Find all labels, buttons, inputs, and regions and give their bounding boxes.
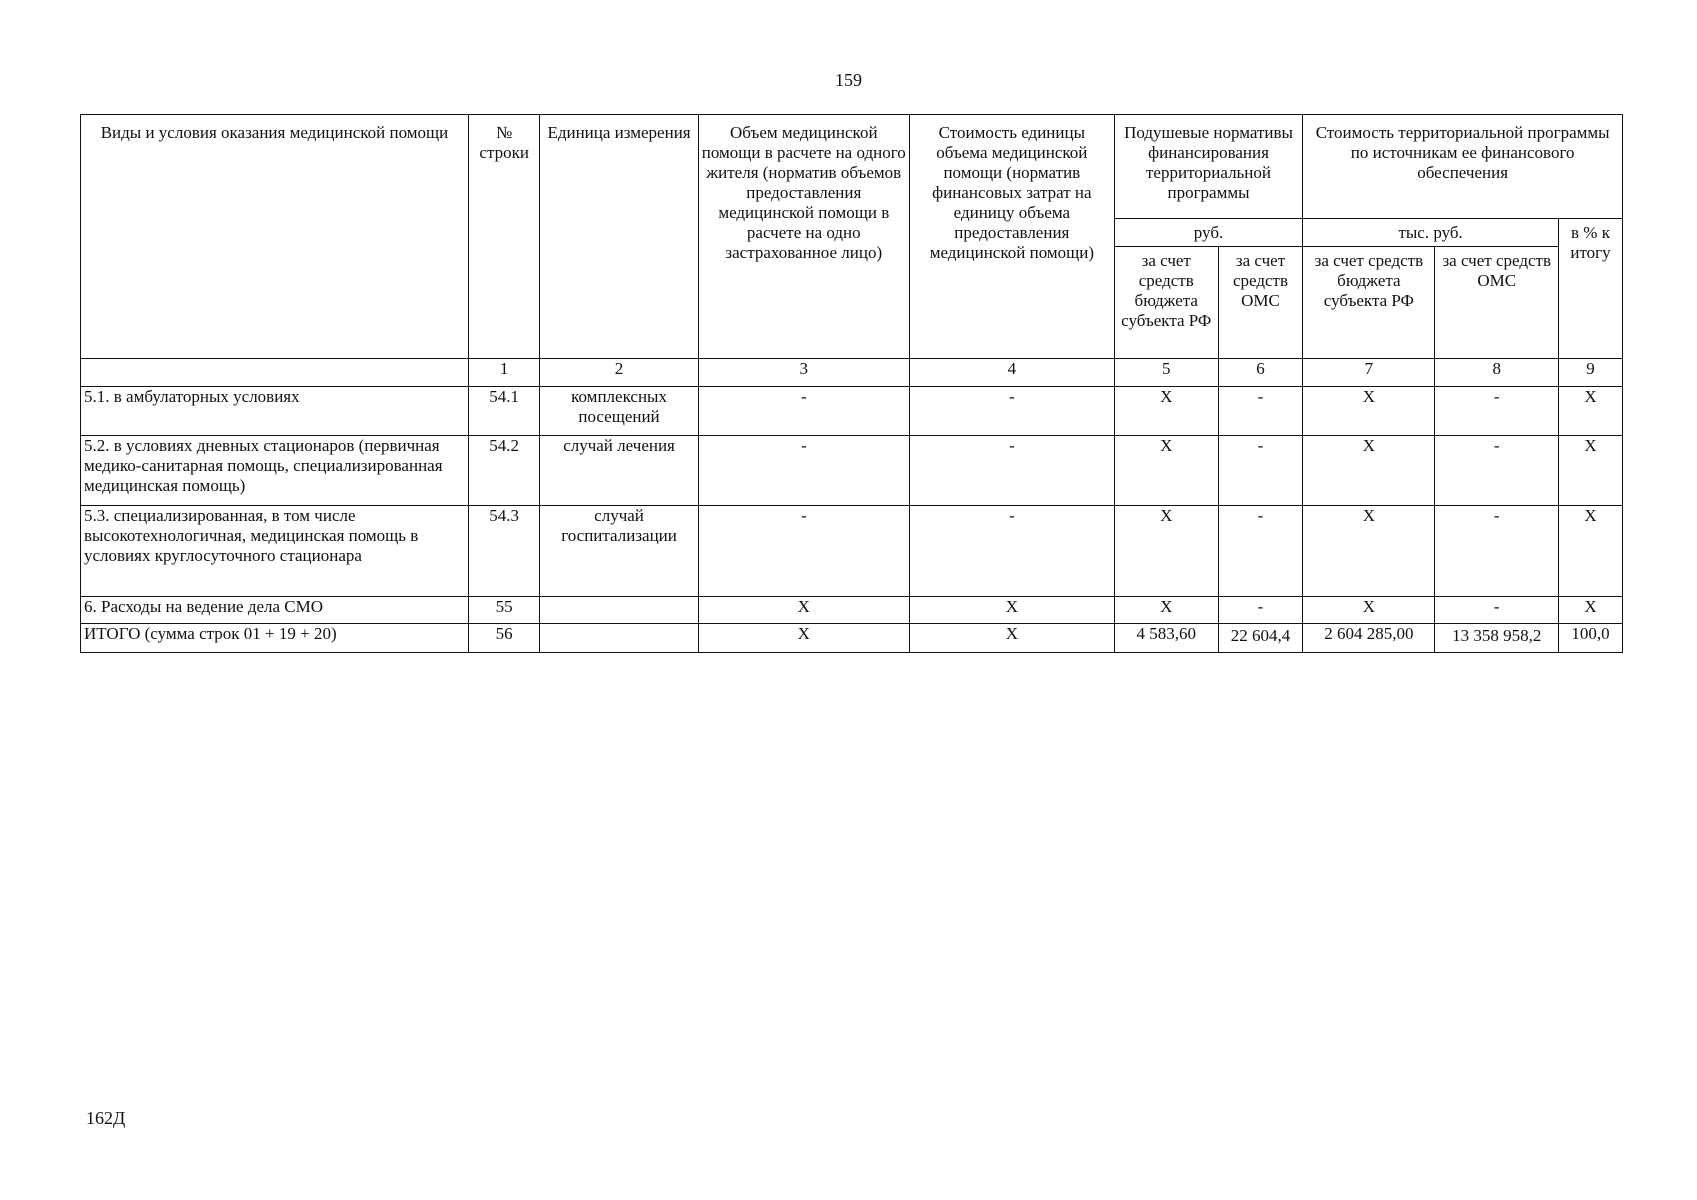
row-cost: - (909, 387, 1114, 436)
table-row (81, 436, 1623, 506)
table-row-total (81, 624, 1623, 653)
column-number: 6 (1218, 359, 1303, 387)
row-volume: X (698, 597, 909, 624)
row-volume: - (698, 506, 909, 597)
header-oms: за счет средств ОМС (1218, 247, 1303, 359)
row-percapita-budget: 4 583,60 (1114, 624, 1218, 653)
row-percapita-budget: X (1114, 436, 1218, 506)
column-number: 2 (540, 359, 698, 387)
row-name: 5.1. в амбулаторных условиях (81, 387, 469, 436)
row-program-oms: 13 358 958,2 (1435, 624, 1559, 653)
column-number: 4 (909, 359, 1114, 387)
row-name: 5.3. специализированная, в том числе высокотехнологичная, медицинская помощь в условиях круглосуточного стационара (81, 506, 469, 597)
row-program-budget: X (1303, 597, 1435, 624)
table-row (81, 387, 1623, 436)
row-program-budget: X (1303, 506, 1435, 597)
column-number-empty (81, 359, 469, 387)
column-number: 8 (1435, 359, 1559, 387)
row-name: 6. Расходы на ведение дела СМО (81, 597, 469, 624)
row-unit: случай госпитализации (540, 506, 698, 597)
row-unit: случай лечения (540, 436, 698, 506)
document-code: 162Д (86, 1108, 126, 1128)
row-number: 54.1 (468, 387, 540, 436)
header-budget-subject: за счет средств бюджета субъекта РФ (1114, 247, 1218, 359)
header-cost: Стоимость единицы объема медицинской помощи (норматив финансовых затрат на единицу объема предоставления медицинской помощи) (909, 115, 1114, 359)
column-number: 9 (1559, 359, 1623, 387)
row-percapita-budget: X (1114, 506, 1218, 597)
row-program-budget: 2 604 285,00 (1303, 624, 1435, 653)
column-number: 3 (698, 359, 909, 387)
row-volume: - (698, 387, 909, 436)
row-percapita-budget: X (1114, 387, 1218, 436)
row-number: 55 (468, 597, 540, 624)
column-number: 5 (1114, 359, 1218, 387)
column-numbers-row (81, 359, 1623, 387)
row-number: 54.3 (468, 506, 540, 597)
row-number: 56 (468, 624, 540, 653)
row-program-oms: - (1435, 506, 1559, 597)
header-unit-thousand-rub: тыс. руб. (1303, 219, 1559, 247)
row-percapita-budget: X (1114, 597, 1218, 624)
row-percent: X (1559, 436, 1623, 506)
row-program-budget: X (1303, 387, 1435, 436)
row-name: ИТОГО (сумма строк 01 + 19 + 20) (81, 624, 469, 653)
row-program-oms: - (1435, 387, 1559, 436)
header-row-no: № строки (468, 115, 540, 359)
row-percent: 100,0 (1559, 624, 1623, 653)
row-name: 5.2. в условиях дневных стационаров (первичная медико-санитарная помощь, специализированная медицинская помощь) (81, 436, 469, 506)
row-cost: - (909, 436, 1114, 506)
row-program-oms: - (1435, 597, 1559, 624)
row-cost: - (909, 506, 1114, 597)
header-unit-rub: руб. (1114, 219, 1303, 247)
row-percent: X (1559, 597, 1623, 624)
header-type: Виды и условия оказания медицинской помощи (81, 115, 469, 359)
row-program-oms: - (1435, 436, 1559, 506)
row-volume: X (698, 624, 909, 653)
column-number: 7 (1303, 359, 1435, 387)
row-cost: X (909, 597, 1114, 624)
financing-table (80, 114, 1623, 653)
row-unit (540, 597, 698, 624)
row-percapita-oms: 22 604,4 (1218, 624, 1303, 653)
header-budget-subject-2: за счет средств бюджета субъекта РФ (1303, 247, 1435, 359)
header-unit: Единица измерения (540, 115, 698, 359)
table-row (81, 597, 1623, 624)
row-percapita-oms: - (1218, 597, 1303, 624)
row-percapita-oms: - (1218, 436, 1303, 506)
row-volume: - (698, 436, 909, 506)
row-cost: X (909, 624, 1114, 653)
row-unit: комплексных посещений (540, 387, 698, 436)
table-row (81, 506, 1623, 597)
row-number: 54.2 (468, 436, 540, 506)
page-number: 159 (835, 70, 862, 90)
header-oms-2: за счет средств ОМС (1435, 247, 1559, 359)
header-percapita: Подушевые нормативы финансирования территориальной программы (1114, 115, 1303, 219)
row-program-budget: X (1303, 436, 1435, 506)
column-number: 1 (468, 359, 540, 387)
row-percapita-oms: - (1218, 506, 1303, 597)
header-volume: Объем медицинской помощи в расчете на одного жителя (норматив объемов предоставления медицинской помощи в расчете на одно застрахованное лицо) (698, 115, 909, 359)
header-program-cost: Стоимость территориальной программы по источникам ее финансового обеспечения (1303, 115, 1623, 219)
row-percent: X (1559, 506, 1623, 597)
row-percent: X (1559, 387, 1623, 436)
row-percapita-oms: - (1218, 387, 1303, 436)
row-unit (540, 624, 698, 653)
header-percent-total: в % к итогу (1559, 219, 1623, 359)
